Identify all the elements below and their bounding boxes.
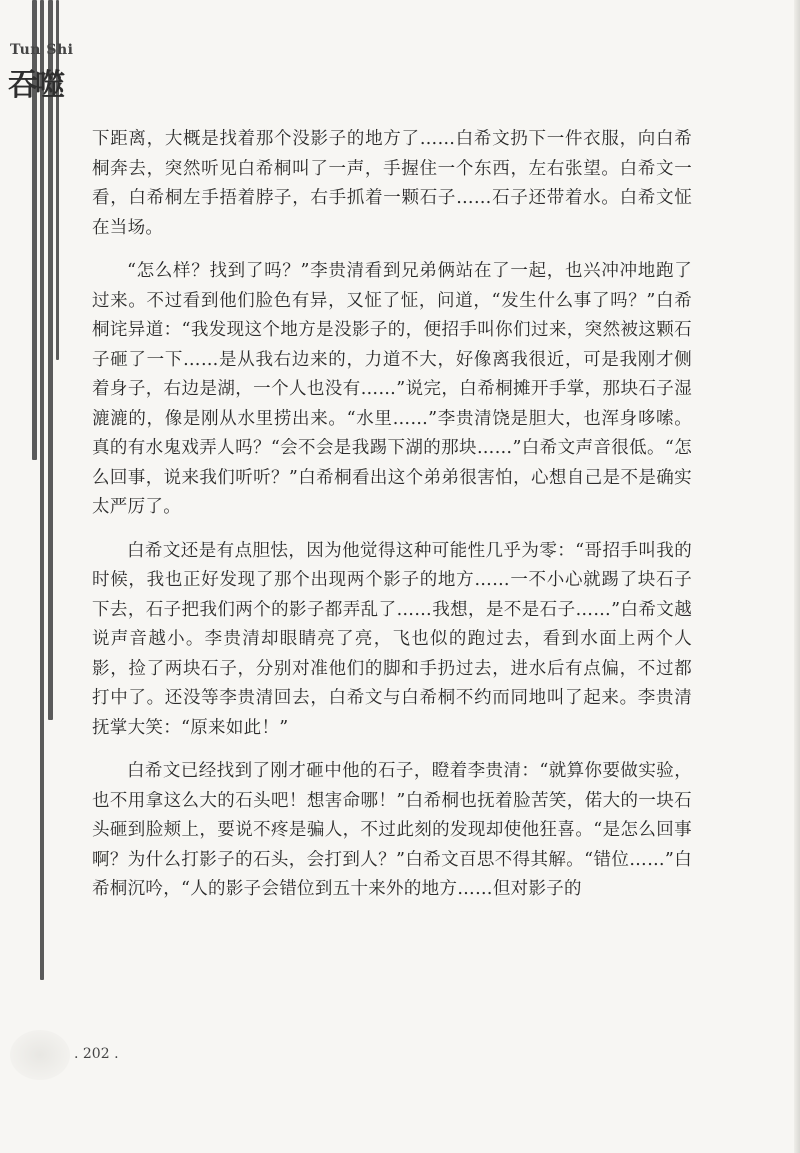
page-edge — [794, 0, 800, 1153]
paragraph-4: 白希文已经找到了刚才砸中他的石子，瞪着李贵清：“就算你要做实验，也不用拿这么大的石头吧！想害命哪！”白希桐也抚着脸苦笑，偌大的一块石头砸到脸颊上，要说不疼是骗人，不过此刻的发现却使他狂喜。“是怎么回事啊？为什么打影子的石头，会打到人？”白希文百思不得其解。“错位……”白希桐沉吟，“人的影子会错位到五十来外的地方……但对影子的 — [92, 761, 692, 899]
body-text — [92, 125, 692, 919]
logo-latin-text: Tun Shi — [10, 42, 74, 58]
paper-stain — [10, 1030, 70, 1080]
paragraph-1: 下距离，大概是找着那个没影子的地方了……白希文扔下一件衣服，向白希桐奔去，突然听见白希桐叫了一声，手握住一个东西，左右张望。白希文一看，白希桐左手捂着脖子，右手抓着一颗石子……石子还带着水。白希文怔在当场。 — [92, 129, 692, 238]
series-logo — [0, 0, 90, 1000]
paragraph-2: “怎么样？找到了吗？”李贵清看到兄弟俩站在了一起，也兴冲冲地跑了过来。不过看到他们脸色有异，又怔了怔，问道，“发生什么事了吗？”白希桐诧异道：“我发现这个地方是没影子的，便招手叫你们过来，突然被这颗石子砸了一下……是从我右边来的，力道不大，好像离我很近，可是我刚才侧着身子，右边是湖，一个人也没有……”说完，白希桐摊开手掌，那块石子湿漉漉的，像是刚从水里捞出来。“水里……”李贵清饶是胆大，也浑身哆嗦。真的有水鬼戏弄人吗？“会不会是我踢下湖的那块……”白希文声音很低。“怎么回事，说来我们听听？”白希桐看出这个弟弟很害怕，心想自己是不是确实太严厉了。 — [92, 261, 692, 517]
page-number: . 202 . — [74, 1046, 119, 1062]
paragraph-3: 白希文还是有点胆怯，因为他觉得这种可能性几乎为零：“哥招手叫我的时候，我也正好发现了那个出现两个影子的地方……一不小心就踢了块石子下去，石子把我们两个的影子都弄乱了……我想，是不是石子……”白希文越说声音越小。李贵清却眼睛亮了亮，飞也似的跑过去，看到水面上两个人影，捡了两块石子，分别对准他们的脚和手扔过去，进水后有点偏，不过都打中了。还没等李贵清回去，白希文与白希桐不约而同地叫了起来。李贵清抚掌大笑：“原来如此！” — [92, 540, 692, 738]
logo-cjk-text: 吞噬 — [8, 68, 62, 103]
